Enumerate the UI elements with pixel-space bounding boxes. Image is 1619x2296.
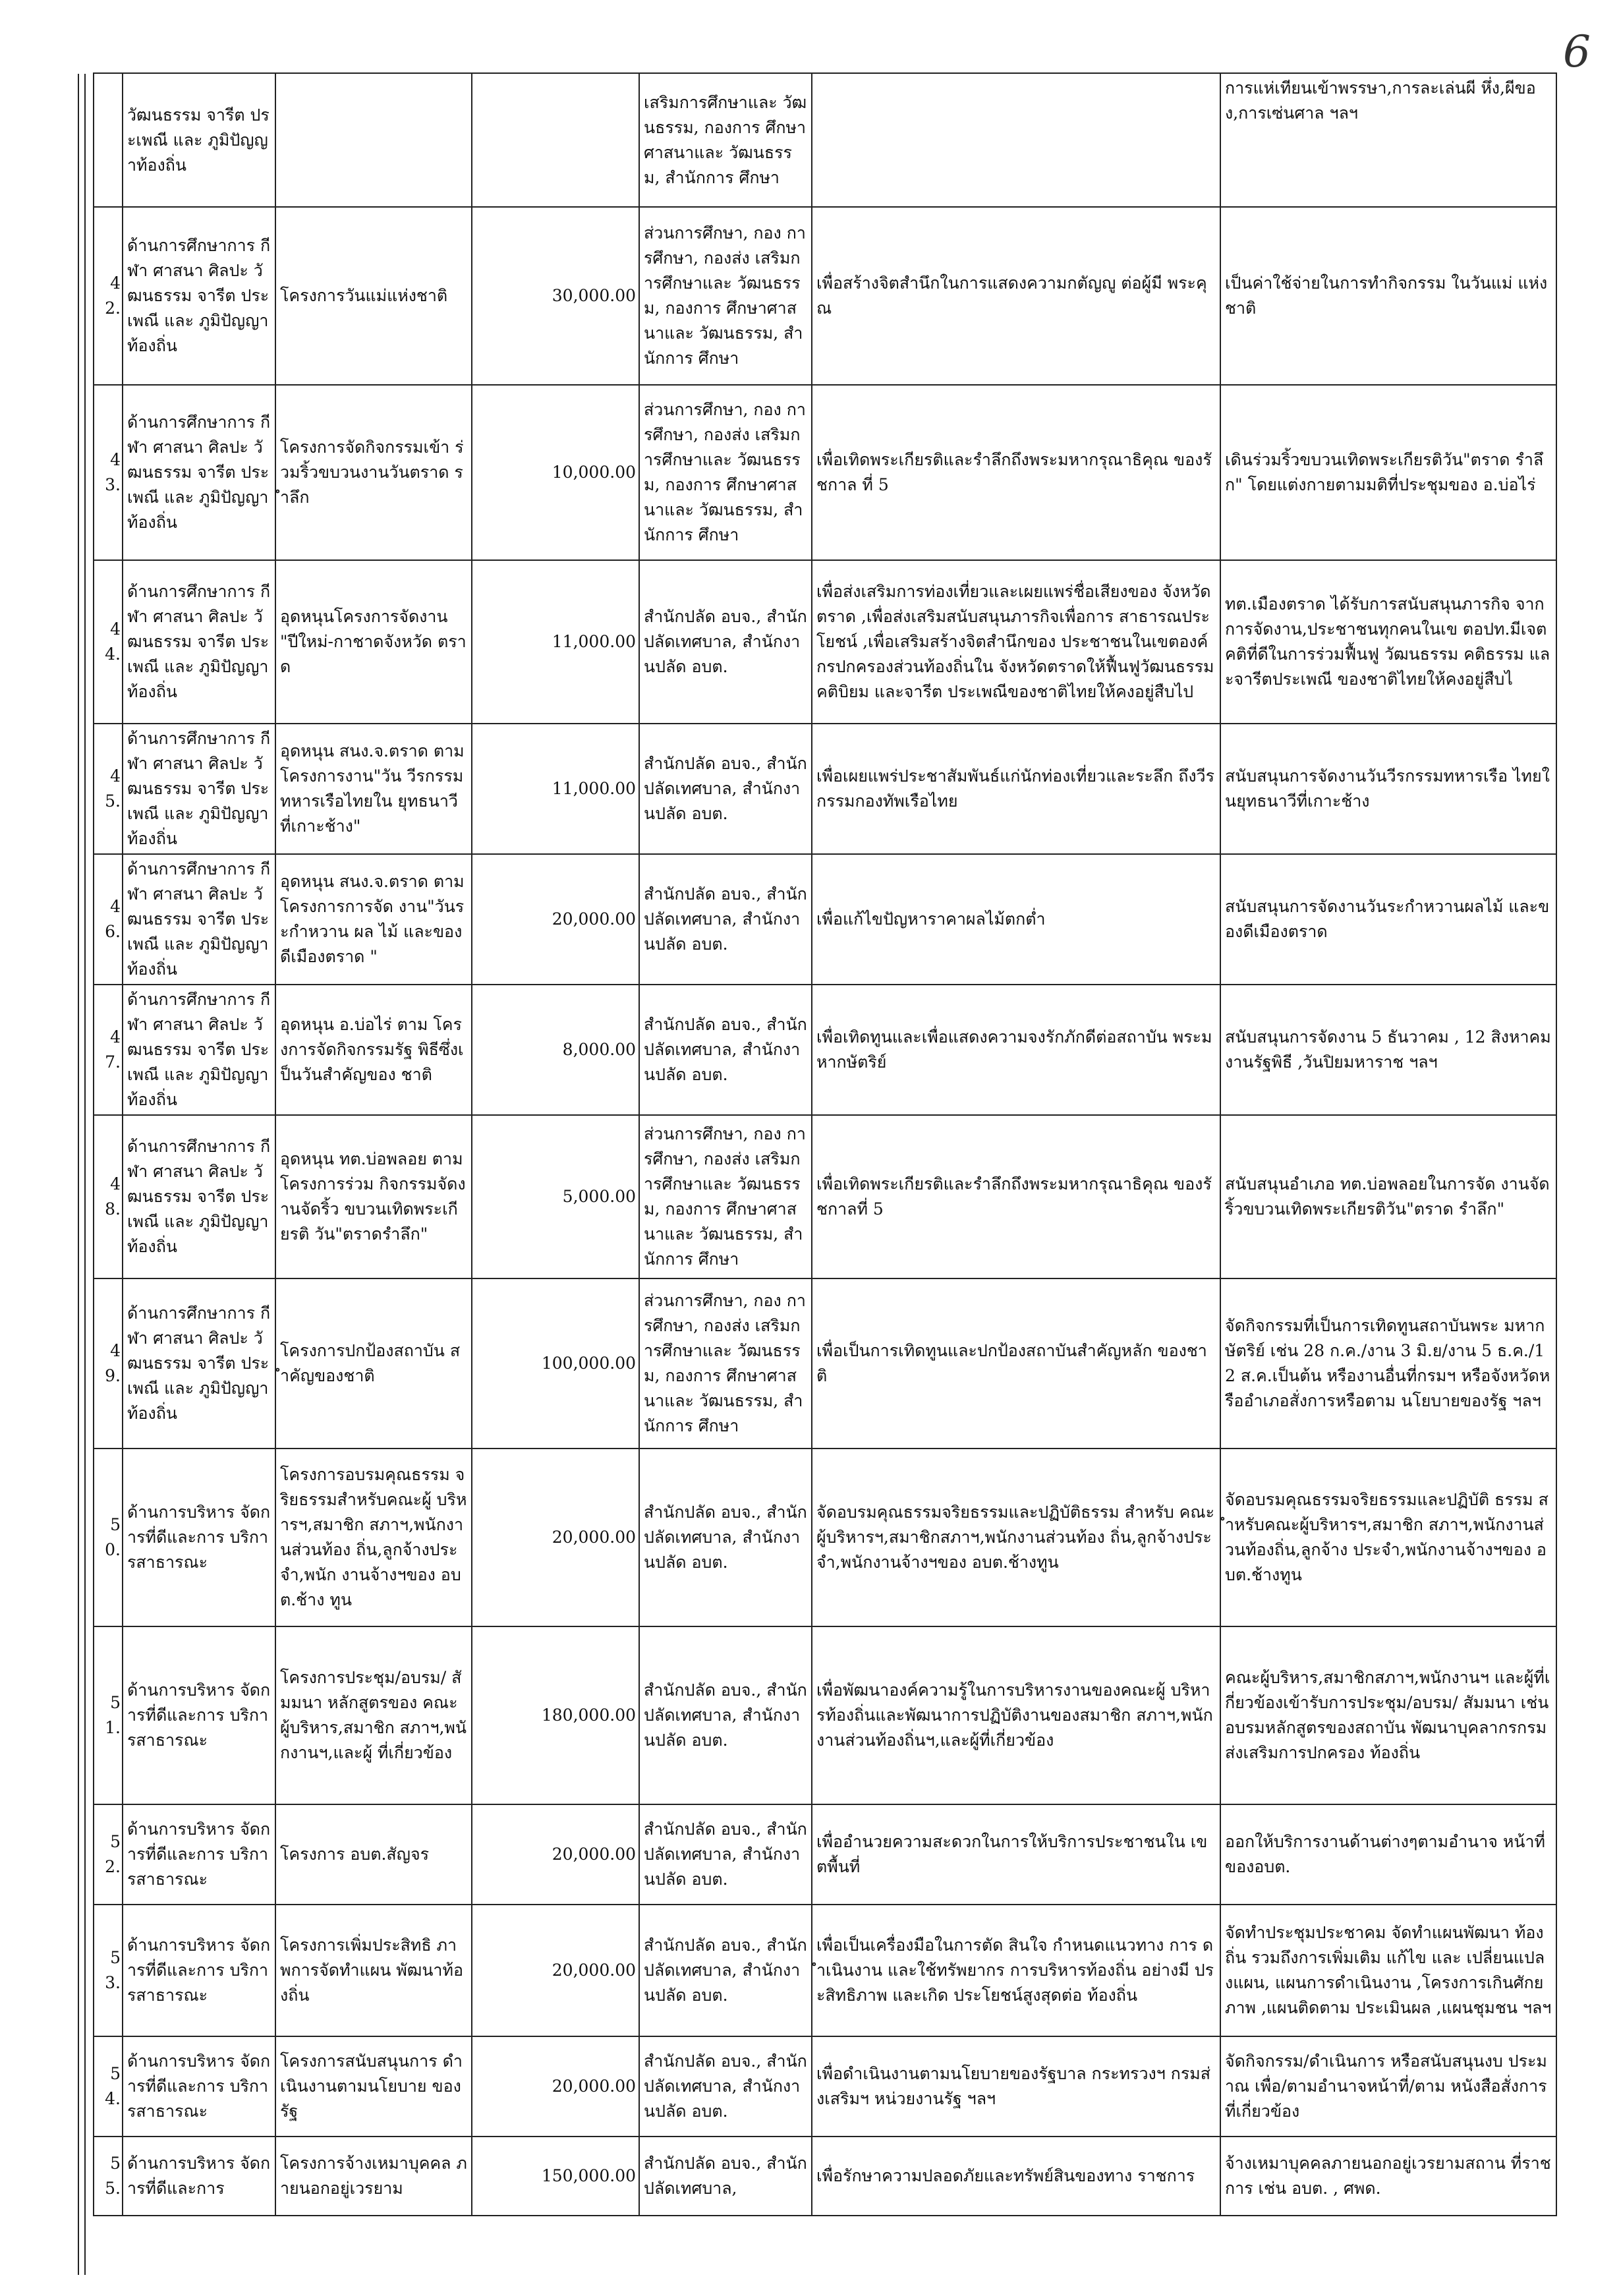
binding-margin-line <box>78 74 86 2275</box>
category-cell: ด้านการบริหาร จัดการที่ดีและการ บริการสาธารณะ <box>123 2036 275 2137</box>
table-row-carryover <box>94 73 1556 207</box>
table-row <box>94 1905 1556 2036</box>
table-row <box>94 724 1556 854</box>
category-cell: วัฒนธรรม จารีต ประเพณี และ ภูมิปัญญาท้องถิ่น <box>123 73 275 207</box>
objective-cell: เพื่อรักษาความปลอดภัยและทรัพย์สินของทาง ราชการ <box>812 2137 1220 2216</box>
output-cell: สนับสนุนการจัดงานวันวีรกรรมทหารเรือ ไทยในยุทธนาวีที่เกาะช้าง <box>1220 724 1556 854</box>
objective-cell: จัดอบรมคุณธรรมจริยธรรมและปฏิบัติธรรม สำหรับ คณะผู้บริหารฯ,สมาชิกสภาฯ,พนักงานส่วนท้อง ถิ่น,ลูกจ้างประจำ,พนักงานจ้างฯของ อบต.ช้างทูน <box>812 1449 1220 1626</box>
output-cell: ออกให้บริการงานด้านต่างๆตามอำนาจ หน้าที่ของอบต. <box>1220 1804 1556 1905</box>
project-cell: โครงการวันแม่แห่งชาติ <box>275 207 472 385</box>
table-row <box>94 2137 1556 2216</box>
output-cell: คณะผู้บริหาร,สมาชิกสภาฯ,พนักงานฯ และผู้ที่เกี่ยวข้องเข้ารับการประชุม/อบรม/ สัมมนา เช่น อบรมหลักสูตรของสถาบัน พัฒนาบุคลากรกรมส่งเสริมการปกครอง ท้องถิ่น <box>1220 1626 1556 1804</box>
budget-cell: 10,000.00 <box>472 385 639 560</box>
agency-cell: สำนักปลัด อบจ., สำนักปลัดเทศบาล, สำนักงานปลัด อบต. <box>639 560 812 724</box>
table-row <box>94 1626 1556 1804</box>
row-number-cell: 49. <box>94 1278 123 1449</box>
category-cell: ด้านการบริหาร จัดการที่ดีและการ บริการสาธารณะ <box>123 1804 275 1905</box>
category-cell: ด้านการศึกษาการ กีฬา ศาสนา ศิลปะ วัฒนธรรม จารีต ประเพณี และ ภูมิปัญญาท้องถิ่น <box>123 1278 275 1449</box>
project-cell: โครงการเพิ่มประสิทธิ ภาพการจัดทำแผน พัฒนาท้องถิ่น <box>275 1905 472 2036</box>
budget-cell: 150,000.00 <box>472 2137 639 2216</box>
category-cell: ด้านการบริหาร จัดการที่ดีและการ บริการสาธารณะ <box>123 1905 275 2036</box>
project-cell: อุดหนุน สนง.จ.ตราด ตามโครงการงาน"วัน วีรกรรมทหารเรือไทยใน ยุทธนาวีที่เกาะช้าง" <box>275 724 472 854</box>
table-row <box>94 1804 1556 1905</box>
row-number-cell: 43. <box>94 385 123 560</box>
row-number-cell: 48. <box>94 1115 123 1278</box>
table-row <box>94 985 1556 1115</box>
row-number-cell: 47. <box>94 985 123 1115</box>
budget-cell <box>472 73 639 207</box>
category-cell: ด้านการศึกษาการ กีฬา ศาสนา ศิลปะ วัฒนธรรม จารีต ประเพณี และ ภูมิปัญญาท้องถิ่น <box>123 724 275 854</box>
agency-cell: สำนักปลัด อบจ., สำนักปลัดเทศบาล, สำนักงานปลัด อบต. <box>639 1804 812 1905</box>
row-number-cell <box>94 73 123 207</box>
table-row <box>94 1278 1556 1449</box>
objective-cell: เพื่อเทิดพระเกียรติและรำลึกถึงพระมหากรุณาธิคุณ ของรัชกาลที่ 5 <box>812 1115 1220 1278</box>
row-number-cell: 44. <box>94 560 123 724</box>
row-number-cell: 42. <box>94 207 123 385</box>
budget-cell: 20,000.00 <box>472 1905 639 2036</box>
output-cell: จ้างเหมาบุคคลภายนอกอยู่เวรยามสถาน ที่ราชการ เช่น อบต. , ศพด. <box>1220 2137 1556 2216</box>
page-number: 6 <box>1563 26 1591 77</box>
budget-cell: 5,000.00 <box>472 1115 639 1278</box>
table-row <box>94 854 1556 985</box>
objective-cell: เพื่อเป็นการเทิดทูนและปกป้องสถาบันสำคัญหลัก ของชาติ <box>812 1278 1220 1449</box>
budget-cell: 20,000.00 <box>472 854 639 985</box>
project-cell: โครงการประชุม/อบรม/ สัมมนา หลักสูตรของ คณะผู้บริหาร,สมาชิก สภาฯ,พนักงานฯ,และผู้ ที่เกี่ยวข้อง <box>275 1626 472 1804</box>
budget-cell: 30,000.00 <box>472 207 639 385</box>
table-row <box>94 1115 1556 1278</box>
row-number-cell: 53. <box>94 1905 123 2036</box>
project-cell: อุดหนุน สนง.จ.ตราด ตามโครงการการจัด งาน"วันระกำหวาน ผล ไม้ และของดีเมืองตราด " <box>275 854 472 985</box>
agency-cell: สำนักปลัด อบจ., สำนักปลัดเทศบาล, สำนักงานปลัด อบต. <box>639 724 812 854</box>
project-cell <box>275 73 472 207</box>
objective-cell: เพื่อเทิดพระเกียรติและรำลึกถึงพระมหากรุณาธิคุณ ของรัชกาล ที่ 5 <box>812 385 1220 560</box>
output-cell: จัดอบรมคุณธรรมจริยธรรมและปฏิบัติ ธรรม สำหรับคณะผู้บริหารฯ,สมาชิก สภาฯ,พนักงานส่วนท้องถิ่น,ลูกจ้าง ประจำ,พนักงานจ้างฯของ อบต.ช้างทูน <box>1220 1449 1556 1626</box>
output-cell: จัดกิจกรรมที่เป็นการเทิดทูนสถาบันพระ มหากษัตริย์ เช่น 28 ก.ค./งาน 3 มิ.ย/งาน 5 ธ.ค./12 ส.ค.เป็นต้น หรืองานอื่นที่กรมฯ หรือจังหวัดหรืออำเภอสั่งการหรือตาม นโยบายของรัฐ ฯลฯ <box>1220 1278 1556 1449</box>
output-cell: เป็นค่าใช้จ่ายในการทำกิจกรรม ในวันแม่ แห่งชาติ <box>1220 207 1556 385</box>
agency-cell: สำนักปลัด อบจ., สำนักปลัดเทศบาล, สำนักงานปลัด อบต. <box>639 1626 812 1804</box>
category-cell: ด้านการบริหาร จัดการที่ดีและการ บริการสาธารณะ <box>123 1626 275 1804</box>
table-row <box>94 385 1556 560</box>
project-cell: โครงการจัดกิจกรรมเข้า ร่วมริ้วขบวนงานวันตราด รำลึก <box>275 385 472 560</box>
output-cell: ทต.เมืองตราด ได้รับการสนับสนุนภารกิจ จากการจัดงาน,ประชาชนทุกคนในเข ตอปท.มีเจตคติที่ดีในการร่วมฟื้นฟู วัฒนธรรม คติธรรม และจารีตประเพณี ของชาติไทยให้คงอยู่สืบไ <box>1220 560 1556 724</box>
category-cell: ด้านการศึกษาการ กีฬา ศาสนา ศิลปะ วัฒนธรรม จารีต ประเพณี และ ภูมิปัญญาท้องถิ่น <box>123 1115 275 1278</box>
agency-cell: ส่วนการศึกษา, กอง การศึกษา, กองส่ง เสริมการศึกษาและ วัฒนธรรม, กองการ ศึกษาศาสนาและ วัฒนธรรม, สำนักการ ศึกษา <box>639 385 812 560</box>
project-cell: โครงการปกป้องสถาบัน สำคัญของชาติ <box>275 1278 472 1449</box>
row-number-cell: 50. <box>94 1449 123 1626</box>
budget-cell: 180,000.00 <box>472 1626 639 1804</box>
category-cell: ด้านการศึกษาการ กีฬา ศาสนา ศิลปะ วัฒนธรรม จารีต ประเพณี และ ภูมิปัญญาท้องถิ่น <box>123 985 275 1115</box>
row-number-cell: 55. <box>94 2137 123 2216</box>
agency-cell: สำนักปลัด อบจ., สำนักปลัดเทศบาล, สำนักงานปลัด อบต. <box>639 985 812 1115</box>
objective-cell: เพื่ออำนวยความสะดวกในการให้บริการประชาชนใน เขตพื้นที่ <box>812 1804 1220 1905</box>
budget-cell: 11,000.00 <box>472 560 639 724</box>
project-table <box>93 72 1557 2216</box>
row-number-cell: 51. <box>94 1626 123 1804</box>
row-number-cell: 52. <box>94 1804 123 1905</box>
output-cell: การแห่เทียนเข้าพรรษา,การละเล่นผี หึ่ง,ผีของ,การเซ่นศาล ฯลฯ <box>1220 73 1556 207</box>
project-cell: อุดหนุน ทต.บ่อพลอย ตามโครงการร่วม กิจกรรมจัดงานจัดริ้ว ขบวนเทิดพระเกียรติ วัน"ตราดรำลึก" <box>275 1115 472 1278</box>
table-row <box>94 1449 1556 1626</box>
agency-cell: เสริมการศึกษาและ วัฒนธรรม, กองการ ศึกษาศาสนาและ วัฒนธรรม, สำนักการ ศึกษา <box>639 73 812 207</box>
objective-cell: เพื่อพัฒนาองค์ความรู้ในการบริหารงานของคณะผู้ บริหารท้องถิ่นและพัฒนาการปฏิบัติงานของสมาชิก สภาฯ,พนักงานส่วนท้องถิ่นฯ,และผู้ที่เกี่ยวข้อง <box>812 1626 1220 1804</box>
output-cell: สนับสนุนการจัดงาน 5 ธันวาคม , 12 สิงหาคม งานรัฐพิธี ,วันปิยมหาราช ฯลฯ <box>1220 985 1556 1115</box>
row-number-cell: 54. <box>94 2036 123 2137</box>
project-cell: โครงการจ้างเหมาบุคคล ภายนอกอยู่เวรยาม <box>275 2137 472 2216</box>
project-cell: อุดหนุน อ.บ่อไร่ ตาม โครงการจัดกิจกรรมรัฐ พิธีซึ่งเป็นวันสำคัญของ ชาติ <box>275 985 472 1115</box>
output-cell: จัดทำประชุมประชาคม จัดทำแผนพัฒนา ท้องถิ่น รวมถึงการเพิ่มเติม แก้ไข และ เปลี่ยนแปลงแผน, แผนการดำเนินงาน ,โครงการเกินศักยภาพ ,แผนติดตาม ประเมินผล ,แผนชุมชน ฯลฯ <box>1220 1905 1556 2036</box>
budget-cell: 20,000.00 <box>472 1804 639 1905</box>
output-cell: เดินร่วมริ้วขบวนเทิดพระเกียรติวัน"ตราด รำลึก" โดยแต่งกายตามมติที่ประชุมของ อ.บ่อไร่ <box>1220 385 1556 560</box>
objective-cell: เพื่อเป็นเครื่องมือในการตัด สินใจ กำหนดแนวทาง การ ดำเนินงาน และใช้ทรัพยากร การบริหารท้องถิ่น อย่างมี ประสิทธิภาพ และเกิด ประโยชน์สูงสุดต่อ ท้องถิ่น <box>812 1905 1220 2036</box>
agency-cell: สำนักปลัด อบจ., สำนักปลัดเทศบาล, <box>639 2137 812 2216</box>
agency-cell: สำนักปลัด อบจ., สำนักปลัดเทศบาล, สำนักงานปลัด อบต. <box>639 854 812 985</box>
row-number-cell: 45. <box>94 724 123 854</box>
project-cell: โครงการสนับสนุนการ ดำเนินงานตามนโยบาย ของรัฐ <box>275 2036 472 2137</box>
agency-cell: ส่วนการศึกษา, กอง การศึกษา, กองส่ง เสริมการศึกษาและ วัฒนธรรม, กองการ ศึกษาศาสนาและ วัฒนธรรม, สำนักการ ศึกษา <box>639 1278 812 1449</box>
agency-cell: สำนักปลัด อบจ., สำนักปลัดเทศบาล, สำนักงานปลัด อบต. <box>639 1449 812 1626</box>
objective-cell: เพื่อสร้างจิตสำนึกในการแสดงความกตัญญู ต่อผู้มี พระคุณ <box>812 207 1220 385</box>
category-cell: ด้านการศึกษาการ กีฬา ศาสนา ศิลปะ วัฒนธรรม จารีต ประเพณี และ ภูมิปัญญาท้องถิ่น <box>123 854 275 985</box>
budget-cell: 20,000.00 <box>472 1449 639 1626</box>
budget-cell: 8,000.00 <box>472 985 639 1115</box>
objective-cell: เพื่อเผยแพร่ประชาสัมพันธ์แก่นักท่องเที่ยวและระลึก ถึงวีรกรรมกองทัพเรือไทย <box>812 724 1220 854</box>
budget-cell: 11,000.00 <box>472 724 639 854</box>
objective-cell: เพื่อเทิดทูนและเพื่อแสดงความจงรักภักดีต่อสถาบัน พระมหากษัตริย์ <box>812 985 1220 1115</box>
project-cell: โครงการ อบต.สัญจร <box>275 1804 472 1905</box>
objective-cell: เพื่อส่งเสริมการท่องเที่ยวและเผยแพร่ชื่อเสียงของ จังหวัดตราด ,เพื่อส่งเสริมสนับสนุนภารกิจเพื่อการ สาธารณประโยชน์ ,เพื่อเสริมสร้างจิตสำนึกของ ประชาชนในเขตองค์กรปกครองส่วนท้องถิ่นใน จังหวัดตราดให้ฟื้นฟูวัฒนธรรม คติบิยม และจารีต ประเพณีของชาติไทยให้คงอยู่สืบไป <box>812 560 1220 724</box>
table-row <box>94 560 1556 724</box>
agency-cell: สำนักปลัด อบจ., สำนักปลัดเทศบาล, สำนักงานปลัด อบต. <box>639 2036 812 2137</box>
table-row <box>94 2036 1556 2137</box>
project-cell: อุดหนุนโครงการจัดงาน "ปีใหม่-กาชาดจังหวัด ตราด <box>275 560 472 724</box>
row-number-cell: 46. <box>94 854 123 985</box>
objective-cell: เพื่อดำเนินงานตามนโยบายของรัฐบาล กระทรวงฯ กรมส่งเสริมฯ หน่วยงานรัฐ ฯลฯ <box>812 2036 1220 2137</box>
budget-cell: 20,000.00 <box>472 2036 639 2137</box>
agency-cell: ส่วนการศึกษา, กอง การศึกษา, กองส่ง เสริมการศึกษาและ วัฒนธรรม, กองการ ศึกษาศาสนาและ วัฒนธรรม, สำนักการ ศึกษา <box>639 1115 812 1278</box>
agency-cell: สำนักปลัด อบจ., สำนักปลัดเทศบาล, สำนักงานปลัด อบต. <box>639 1905 812 2036</box>
output-cell: สนับสนุนอำเภอ ทต.บ่อพลอยในการจัด งานจัดริ้วขบวนเทิดพระเกียรติวัน"ตราด รำลึก" <box>1220 1115 1556 1278</box>
budget-cell: 100,000.00 <box>472 1278 639 1449</box>
project-cell: โครงการอบรมคุณธรรม จริยธรรมสำหรับคณะผู้ บริหารฯ,สมาชิก สภาฯ,พนักงานส่วนท้อง ถิ่น,ลูกจ้างประจำ,พนัก งานจ้างฯของ อบต.ช้าง ทูน <box>275 1449 472 1626</box>
output-cell: สนับสนุนการจัดงานวันระกำหวานผลไม้ และของดีเมืองตราด <box>1220 854 1556 985</box>
objective-cell: เพื่อแก้ไขปัญหาราคาผลไม้ตกต่ำ <box>812 854 1220 985</box>
agency-cell: ส่วนการศึกษา, กอง การศึกษา, กองส่ง เสริมการศึกษาและ วัฒนธรรม, กองการ ศึกษาศาสนาและ วัฒนธรรม, สำนักการ ศึกษา <box>639 207 812 385</box>
output-cell: จัดกิจกรรม/ดำเนินการ หรือสนับสนุนงบ ประมาณ เพื่อ/ตามอำนาจหน้าที่/ตาม หนังสือสั่งการที่เกี่ยวข้อง <box>1220 2036 1556 2137</box>
category-cell: ด้านการศึกษาการ กีฬา ศาสนา ศิลปะ วัฒนธรรม จารีต ประเพณี และ ภูมิปัญญาท้องถิ่น <box>123 560 275 724</box>
table-row <box>94 207 1556 385</box>
category-cell: ด้านการบริหาร จัดการที่ดีและการ <box>123 2137 275 2216</box>
objective-cell <box>812 73 1220 207</box>
category-cell: ด้านการศึกษาการ กีฬา ศาสนา ศิลปะ วัฒนธรรม จารีต ประเพณี และ ภูมิปัญญาท้องถิ่น <box>123 207 275 385</box>
category-cell: ด้านการบริหาร จัดการที่ดีและการ บริการสาธารณะ <box>123 1449 275 1626</box>
category-cell: ด้านการศึกษาการ กีฬา ศาสนา ศิลปะ วัฒนธรรม จารีต ประเพณี และ ภูมิปัญญาท้องถิ่น <box>123 385 275 560</box>
